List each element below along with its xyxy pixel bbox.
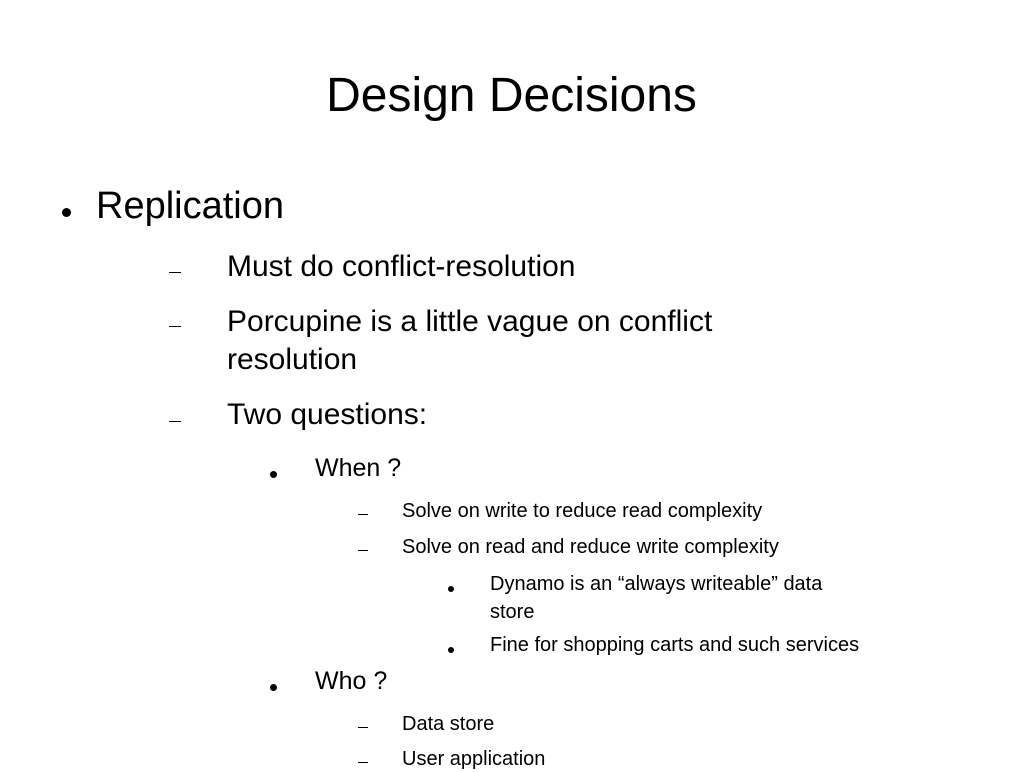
dash-icon: [358, 550, 368, 551]
bullet-dot-icon: [270, 684, 277, 691]
dash-icon: [358, 762, 368, 763]
dash-icon: [169, 272, 181, 273]
dash-icon: [358, 514, 368, 515]
bullet-solve-write: Solve on write to reduce read complexity: [402, 500, 763, 522]
bullet-dynamo-line1: Dynamo is an “always writeable” data: [490, 573, 823, 595]
bullet-dot-icon: [270, 471, 277, 478]
bullet-solve-read: Solve on read and reduce write complexity: [402, 536, 779, 558]
bullet-porcupine-line2: resolution: [227, 343, 358, 376]
dash-icon: [169, 326, 181, 327]
bullet-two-questions: Two questions:: [227, 398, 428, 431]
bullet-fine-for: Fine for shopping carts and such services: [490, 634, 860, 656]
bullet-porcupine-line1: Porcupine is a little vague on conflict: [227, 305, 713, 338]
dash-icon: [169, 421, 181, 422]
bullet-conflict-resolution: Must do conflict-resolution: [227, 250, 576, 283]
bullet-dynamo-line2: store: [490, 601, 535, 623]
bullet-user-application: User application: [402, 748, 546, 770]
bullet-data-store: Data store: [402, 713, 495, 735]
bullet-when: When ?: [315, 454, 402, 482]
slide-title: Design Decisions: [326, 69, 697, 122]
bullet-dot-icon: [62, 208, 71, 217]
bullet-dot-icon: [448, 647, 454, 653]
bullet-who: Who ?: [315, 667, 388, 695]
dash-icon: [358, 727, 368, 728]
bullet-replication: Replication: [96, 185, 284, 227]
bullet-dot-icon: [448, 586, 454, 592]
